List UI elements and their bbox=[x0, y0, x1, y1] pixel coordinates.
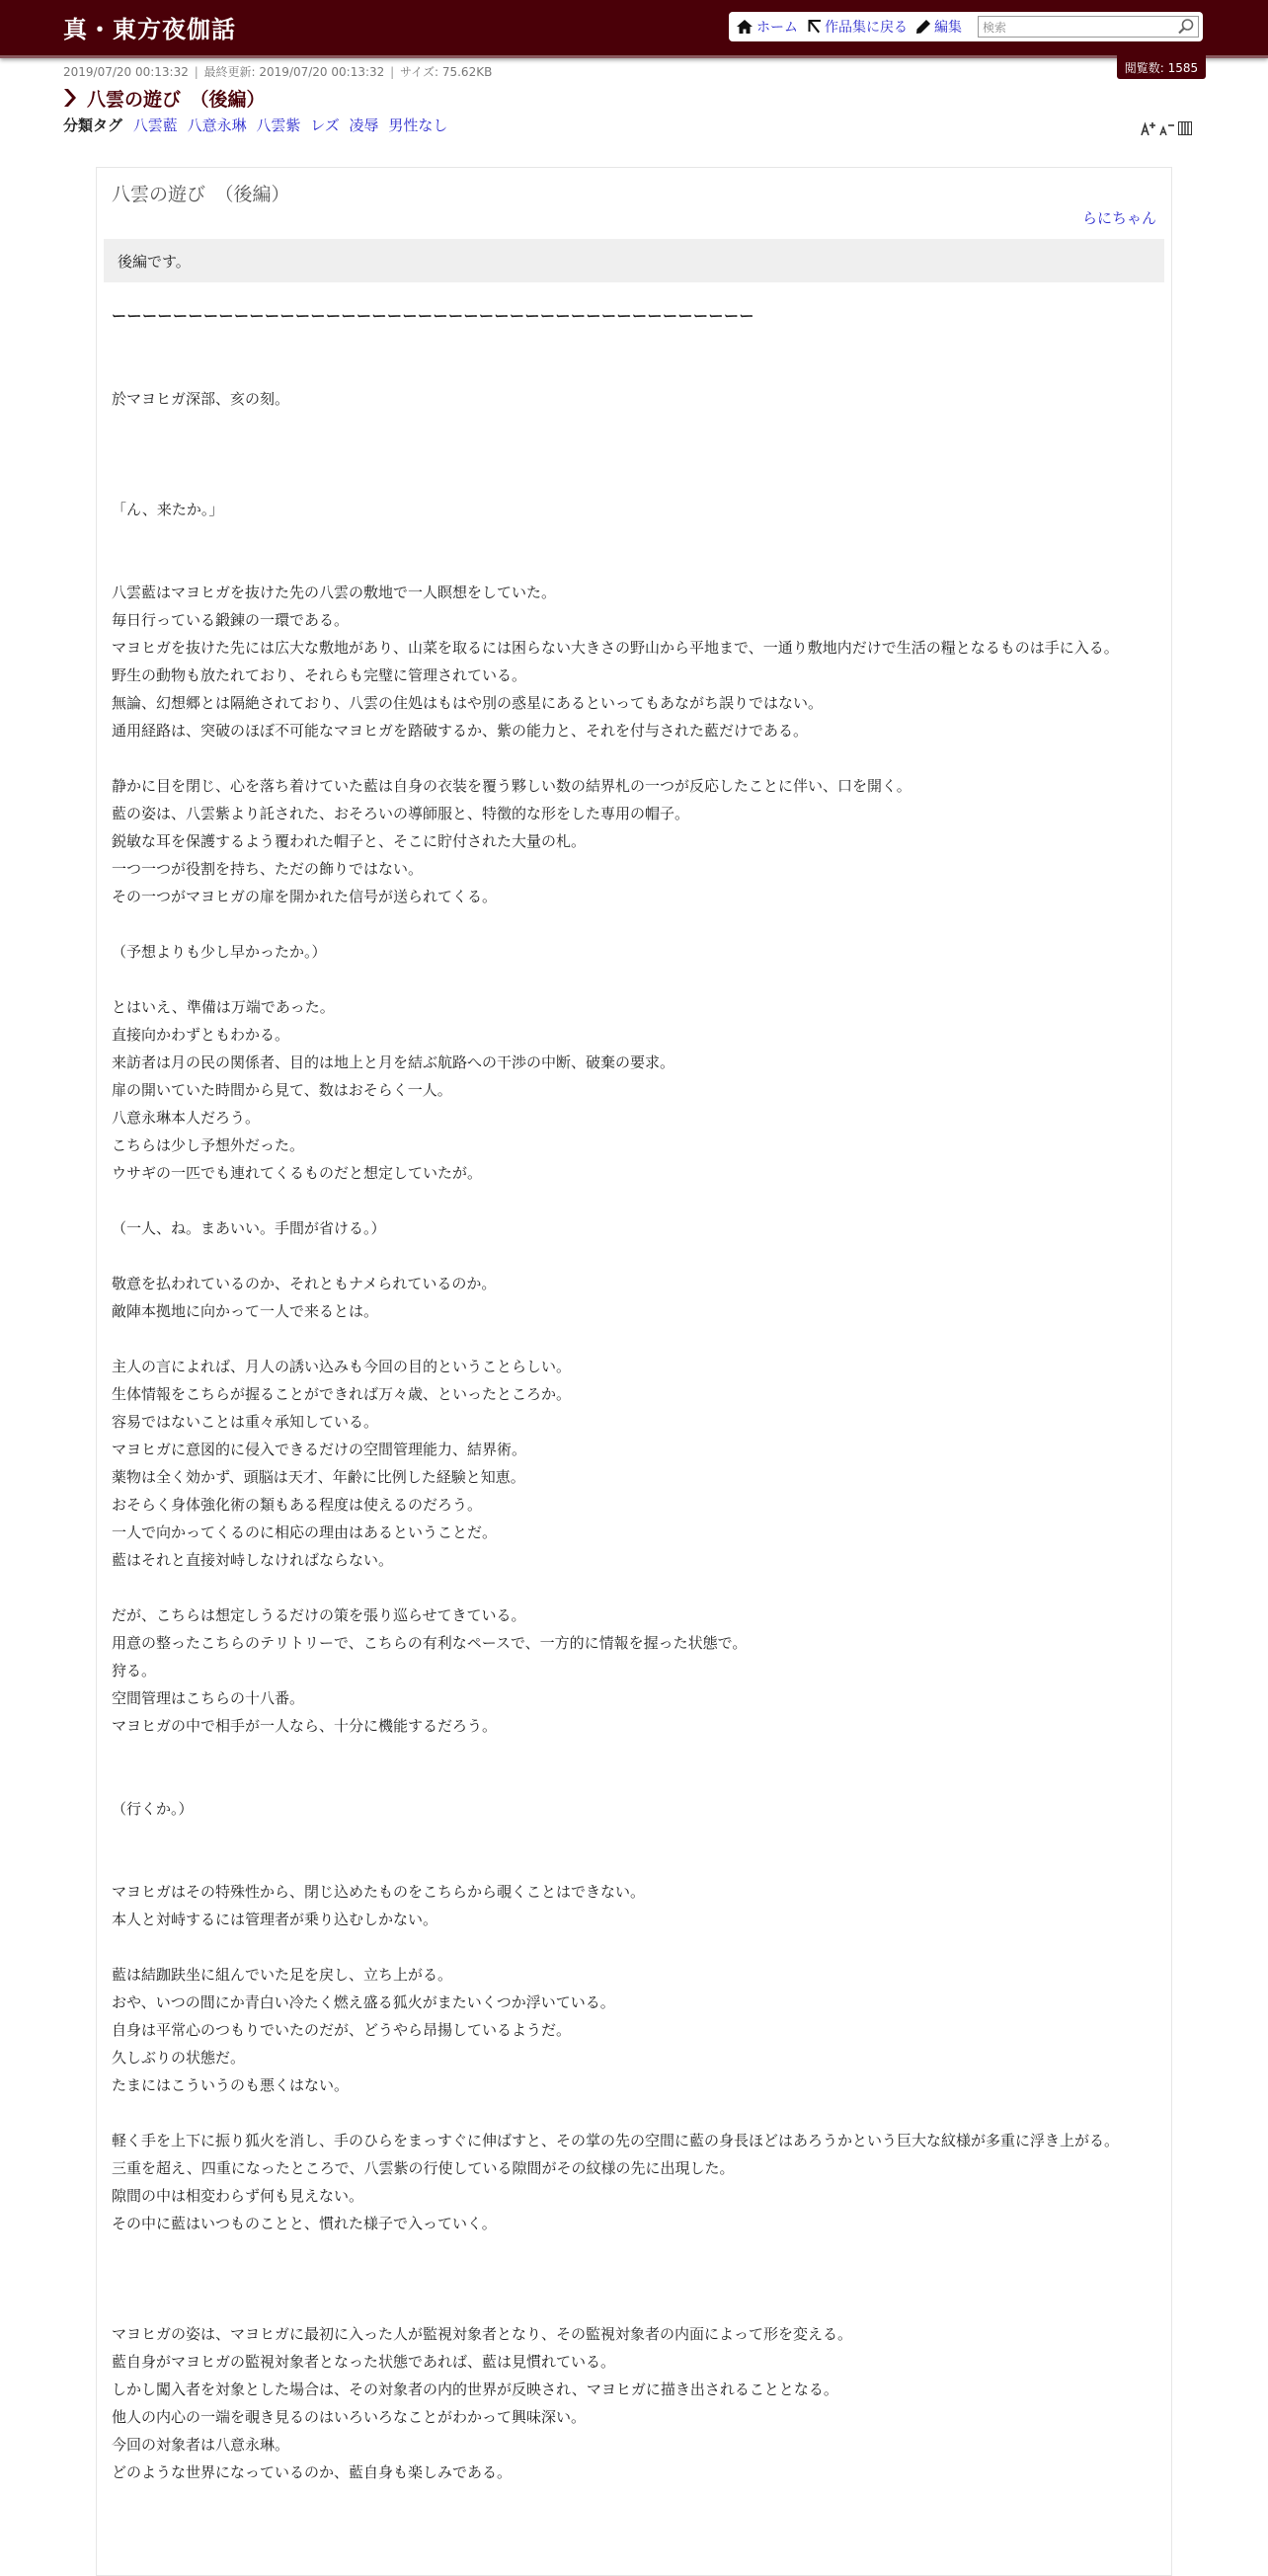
story-paragraph: ウサギの一匹でも連れてくるものだと想定していたが。 bbox=[112, 1164, 483, 1182]
story-paragraph bbox=[112, 2237, 1158, 2265]
story-paragraph: 久しぶりの状態だ。 bbox=[112, 2049, 246, 2067]
chevron-right-icon bbox=[63, 89, 77, 107]
home-icon bbox=[737, 20, 753, 34]
story-paragraph: 今回の対象者は八意永琳。 bbox=[112, 2436, 290, 2454]
story-paragraph: 於マヨヒガ深部、亥の刻。 bbox=[112, 390, 290, 408]
story-paragraph: 用意の整ったこちらのテリトリーで、こちらの有利なペースで、一方的に情報を握った状態で。 bbox=[112, 1634, 748, 1652]
story-paragraph bbox=[112, 2099, 1158, 2127]
nav-bar bbox=[729, 12, 1203, 41]
story-paragraph bbox=[112, 910, 1158, 938]
story-paragraph: こちらは少し予想外だった。 bbox=[112, 1136, 305, 1154]
tag-link[interactable]: 八意永琳 bbox=[187, 117, 247, 134]
meta-separator: | bbox=[386, 65, 398, 79]
story-paragraph bbox=[112, 1767, 1158, 1795]
search-box bbox=[978, 16, 1199, 38]
post-meta bbox=[63, 63, 492, 80]
tag-link[interactable]: 八雲藍 bbox=[132, 117, 178, 134]
story-paragraph: 「ん、来たか。」 bbox=[112, 501, 224, 518]
story-paragraph: 隙間の中は相変わらず何も見えない。 bbox=[112, 2187, 364, 2205]
story-paragraph: マヨヒガはその特殊性から、閉じ込めたものをこちらから覗くことはできない。 bbox=[112, 1883, 646, 1901]
story-paragraph: おや、いつの間にか青白い冷たく燃え盛る狐火がまたいくつか浮いている。 bbox=[112, 1993, 615, 2011]
back-arrow-icon bbox=[807, 20, 821, 34]
story-content bbox=[96, 167, 1172, 2576]
story-paragraph: 直接向かわずともわかる。 bbox=[112, 1026, 290, 1044]
pencil-icon bbox=[916, 20, 930, 34]
story-paragraph: マヨヒガに意図的に侵入できるだけの空間管理能力、結界術。 bbox=[112, 1441, 527, 1458]
story-paragraph: 通用経路は、突破のほぼ不可能なマヨヒガを踏破するか、紫の能力と、それを付与された藍だけである。 bbox=[112, 722, 809, 740]
story-paragraph: だが、こちらは想定しうるだけの策を張り巡らせてきている。 bbox=[112, 1606, 526, 1624]
tag-link[interactable]: 男性なし bbox=[388, 117, 448, 134]
story-paragraph: 藍はそれと直接対峙しなければならない。 bbox=[112, 1551, 394, 1569]
nav-back-label: 作品集に戻る bbox=[825, 20, 908, 36]
font-larger-icon[interactable] bbox=[1141, 120, 1156, 139]
page-title bbox=[63, 85, 266, 111]
story-paragraph: 空間管理はこちらの十八番。 bbox=[112, 1689, 305, 1707]
tag-link[interactable]: 八雲紫 bbox=[256, 117, 301, 134]
story-paragraph bbox=[112, 330, 1158, 357]
story-paragraph: 敬意を払われているのか、それともナメられているのか。 bbox=[112, 1275, 497, 1292]
story-paragraph: （行くか。） bbox=[112, 1800, 194, 1818]
story-paragraph: マヨヒガの姿は、マヨヒガに最初に入った人が監視対象者となり、その監視対象者の内面によって形を変える。 bbox=[112, 2325, 853, 2343]
story-paragraph bbox=[112, 1574, 1158, 1601]
nav-edit-label: 編集 bbox=[934, 20, 962, 36]
story-paragraph bbox=[112, 1325, 1158, 1353]
story-paragraph bbox=[112, 744, 1158, 772]
story-paragraph bbox=[112, 413, 1158, 440]
story-paragraph: 八意永琳本人だろう。 bbox=[112, 1109, 261, 1127]
story-paragraph: たまにはこういうのも悪くはない。 bbox=[112, 2076, 350, 2094]
story-paragraph bbox=[112, 357, 1158, 385]
updated-date: 最終更新: 2019/07/20 00:13:32 bbox=[203, 65, 385, 79]
story-paragraph: 八雲藍はマヨヒガを抜けた先の八雲の敷地で一人瞑想をしていた。 bbox=[112, 584, 557, 601]
story-paragraph bbox=[112, 440, 1158, 468]
story-paragraph: 主人の言によれば、月人の誘い込みも今回の目的ということらしい。 bbox=[112, 1358, 572, 1375]
story-paragraph bbox=[112, 1740, 1158, 1767]
file-size: サイズ: 75.62KB bbox=[399, 65, 493, 79]
story-paragraph: 藍の姿は、八雲紫より託された、おそろいの導師服と、特徴的な形をした専用の帽子。 bbox=[112, 805, 690, 822]
story-paragraph: （一人、ね。まあいい。手間が省ける。） bbox=[112, 1219, 386, 1237]
text-size-tools bbox=[1138, 120, 1192, 139]
work-title: 八雲の遊び （後編） bbox=[112, 184, 290, 205]
story-paragraph: 三重を超え、四重になったところで、八雲紫の行使している隙間がその紋様の先に出現した。 bbox=[112, 2159, 735, 2177]
story-paragraph: マヨヒガを抜けた先には広大な敷地があり、山菜を取るには困らない大きさの野山から平地まで、一通り敷地内だけで生活の糧となるものは手に入る。 bbox=[112, 639, 1119, 657]
story-paragraph: 静かに目を閉じ、心を落ち着けていた藍は自身の衣装を覆う夥しい数の結界札の一つが反応したことに伴い、口を開く。 bbox=[112, 777, 911, 795]
font-smaller-icon[interactable] bbox=[1159, 120, 1175, 139]
site-title[interactable]: 真・東方夜伽話 bbox=[63, 16, 236, 43]
story-paragraph: 敵陣本拠地に向かって一人で来るとは。 bbox=[112, 1302, 379, 1320]
summary-box: 後編です。 bbox=[104, 239, 1164, 282]
story-paragraph: 軽く手を上下に振り狐火を消し、手のひらをまっすぐに伸ばすと、その掌の先の空間に藍の身長ほどはあろうかという巨大な紋様が多重に浮き上がる。 bbox=[112, 2132, 1120, 2149]
meta-separator: | bbox=[190, 65, 202, 79]
story-paragraph bbox=[112, 2293, 1158, 2320]
story-paragraph: しかし闖入者を対象とした場合は、その対象者の内的世界が反映され、マヨヒガに描き出されることとなる。 bbox=[112, 2381, 838, 2398]
story-paragraph: 他人の内心の一端を覗き見るのはいろいろなことがわかって興味深い。 bbox=[112, 2408, 587, 2426]
story-paragraph: 狩る。 bbox=[112, 1662, 157, 1679]
story-paragraph bbox=[112, 468, 1158, 496]
story-paragraph: 鋭敏な耳を保護するよう覆われた帽子と、そこに貯付された大量の札。 bbox=[112, 832, 587, 850]
search-input[interactable] bbox=[979, 18, 1166, 38]
story-paragraph: 藍は結跏趺坐に組んでいた足を戻し、立ち上がる。 bbox=[112, 1966, 453, 1984]
story-paragraph: マヨヒガの中で相手が一人なら、十分に機能するだろう。 bbox=[112, 1717, 498, 1735]
story-paragraph: 無論、幻想郷とは隔絶されており、八雲の住処はもはや別の惑星にあるといってもあながち誤りではない。 bbox=[112, 694, 824, 712]
view-count-badge: 閲覧数: 1585 bbox=[1117, 55, 1206, 79]
story-paragraph: 藍自身がマヨヒガの監視対象者となった状態であれば、藍は見慣れている。 bbox=[112, 2353, 616, 2371]
story-paragraph: 扉の開いていた時間から見て、数はおそらく一人。 bbox=[112, 1081, 452, 1099]
tag-link[interactable]: 凌辱 bbox=[349, 117, 379, 134]
story-body bbox=[112, 302, 1158, 2486]
story-paragraph bbox=[112, 1242, 1158, 1270]
story-paragraph: 生体情報をこちらが握ることができれば万々歳、といったところか。 bbox=[112, 1385, 572, 1403]
tag-link[interactable]: レズ bbox=[310, 117, 340, 134]
site-header bbox=[0, 0, 1268, 58]
tags-label: 分類タグ bbox=[63, 117, 123, 134]
search-icon[interactable] bbox=[1177, 18, 1195, 39]
story-paragraph: 薬物は全く効かず、頭脳は天才、年齢に比例した経験と知恵。 bbox=[112, 1468, 525, 1486]
story-paragraph: 一人で向かってくるのに相応の理由はあるということだ。 bbox=[112, 1523, 498, 1541]
story-paragraph: その一つがマヨヒガの扉を開かれた信号が送られてくる。 bbox=[112, 888, 498, 905]
story-paragraph: その中に藍はいつものことと、慣れた様子で入っていく。 bbox=[112, 2215, 497, 2232]
nav-home-link[interactable] bbox=[737, 17, 798, 37]
story-paragraph: とはいえ、準備は万端であった。 bbox=[112, 998, 335, 1016]
divider-line: ーーーーーーーーーーーーーーーーーーーーーーーーーーーーーーーーーーーーーーーーーー bbox=[112, 307, 755, 325]
story-paragraph bbox=[112, 1850, 1158, 1878]
story-paragraph: 毎日行っている鍛錬の一環である。 bbox=[112, 611, 350, 629]
nav-back-link[interactable] bbox=[807, 17, 908, 37]
story-paragraph: 来訪者は月の民の関係者、目的は地上と月を結ぶ航路への干渉の中断、破棄の要求。 bbox=[112, 1054, 675, 1071]
story-paragraph bbox=[112, 1823, 1158, 1850]
story-paragraph: 一つ一つが役割を持ち、ただの飾りではない。 bbox=[112, 860, 424, 878]
story-paragraph: 野生の動物も放たれており、それらも完璧に管理されている。 bbox=[112, 666, 527, 684]
posted-date: 2019/07/20 00:13:32 bbox=[63, 65, 189, 79]
story-paragraph: おそらく身体強化術の類もある程度は使えるのだろう。 bbox=[112, 1496, 483, 1514]
story-paragraph: 本人と対峙するには管理者が乗り込むしかない。 bbox=[112, 1911, 438, 1928]
story-paragraph: 自身は平常心のつもりでいたのだが、どうやら昂揚しているようだ。 bbox=[112, 2021, 572, 2039]
story-paragraph bbox=[112, 523, 1158, 551]
nav-home-label: ホーム bbox=[756, 20, 798, 36]
story-paragraph: どのような世界になっているのか、藍自身も楽しみである。 bbox=[112, 2463, 513, 2481]
vertical-layout-icon[interactable] bbox=[1178, 120, 1192, 139]
story-paragraph: 容易ではないことは重々承知している。 bbox=[112, 1413, 379, 1431]
story-paragraph bbox=[112, 966, 1158, 993]
tag-list bbox=[63, 115, 452, 135]
story-paragraph bbox=[112, 1933, 1158, 1961]
story-paragraph bbox=[112, 2265, 1158, 2293]
page-title-text: 八雲の遊び （後編） bbox=[87, 88, 266, 111]
story-paragraph bbox=[112, 1187, 1158, 1214]
author-link[interactable]: らにちゃん bbox=[1081, 209, 1156, 227]
story-paragraph: （予想よりも少し早かったか。） bbox=[112, 943, 327, 961]
story-paragraph bbox=[112, 551, 1158, 579]
nav-edit-link[interactable] bbox=[916, 17, 962, 37]
